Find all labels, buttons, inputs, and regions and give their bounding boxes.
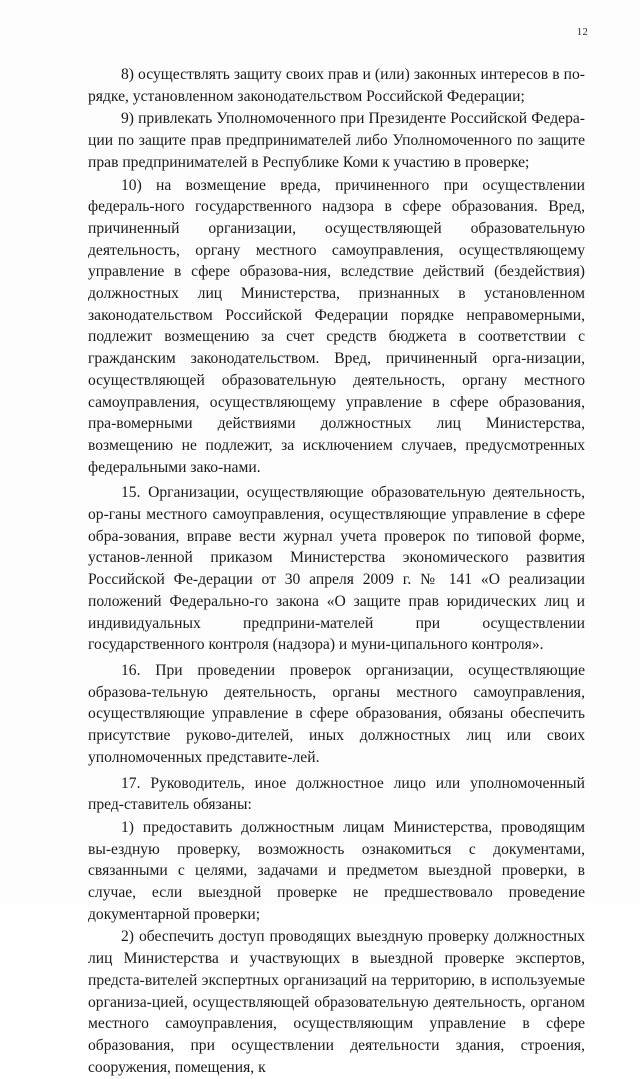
paragraph-item-9: 9) привлекать Уполномоченного при Президенте Российской Федера-ции по защите прав предпринимателей либо Уполномоченного по защите прав предпринимателей в Республике Коми к участию в проверке; — [88, 110, 585, 171]
paragraph-clause-15: 15. Организации, осуществляющие образовательную деятельность, ор-ганы местного самоуправления, осуществляющие управление в сфере обра-зования, вправе вести журнал учета проверок по типовой форме, установ-ленной приказом Министерства экономического развития Российской Фе-дерации от 30 апреля 2009 г. № 141 «О реализации положений Федерально-го закона «О защите прав юридических лиц и индивидуальных предприни-мателей при осуществлении государственного контроля (надзора) и муни-ципального контроля». — [88, 484, 585, 654]
paragraph-item-1: 1) предоставить должностным лицам Министерства, проводящим вы-ездную проверку, возможность ознакомиться с документами, связанными с целями, задачами и предметом выездной проверки, в случае, если выездной проверке не предшествовало проведение документарной проверки; — [88, 818, 585, 923]
document-body — [88, 64, 585, 1079]
paragraph-item-2: 2) обеспечить доступ проводящих выездную проверку должностных лиц Министерства и участвующих в выездной проверке экспертов, предста-вителей экспертных организаций на территорию, в используемые организа-цией, осуществляющей образовательную деятельность, органом местного самоуправления, осуществляющим управление в сфере образования, при осуществлении деятельности здания, строения, сооружения, помещения, к — [88, 928, 585, 1076]
paragraph-item-8: 8) осуществлять защиту своих прав и (или) законных интересов в по-рядке, установленном законодательством Российской Федерации; — [88, 66, 585, 105]
paragraph-clause-16: 16. При проведении проверок организации, осуществляющие образова-тельную деятельность, органы местного самоуправления, осуществляющие управление в сфере образования, обязаны обеспечить присутствие руково-дителей, иных должностных лиц или своих уполномоченных представите-лей. — [88, 661, 585, 766]
paragraph-item-10: 10) на возмещение вреда, причиненного при осуществлении федераль-ного государственного надзора в сфере образования. Вред, причиненный организации, осуществляющей образовательную деятельность, органу местного самоуправления, осуществляющему управление в сфере образова-ния, вследствие действий (бездействия) должностных лиц Министерства, признанных в установленном законодательством Российской Федерации порядке неправомерными, подлежит возмещению за счет средств бюджета в соответствии с гражданским законодательством. Вред, причиненный орга-низации, осуществляющей образовательную деятельность, органу местного самоуправления, осуществляющему управление в сфере образования, пра-вомерными действиями должностных лиц Министерства, возмещению не подлежит, за исключением случаев, предусмотренных федеральными зако-нами. — [88, 176, 585, 476]
page-number: 12 — [576, 27, 588, 38]
paragraph-clause-17: 17. Руководитель, иное должностное лицо или уполномоченный пред-ставитель обязаны: — [88, 774, 585, 814]
